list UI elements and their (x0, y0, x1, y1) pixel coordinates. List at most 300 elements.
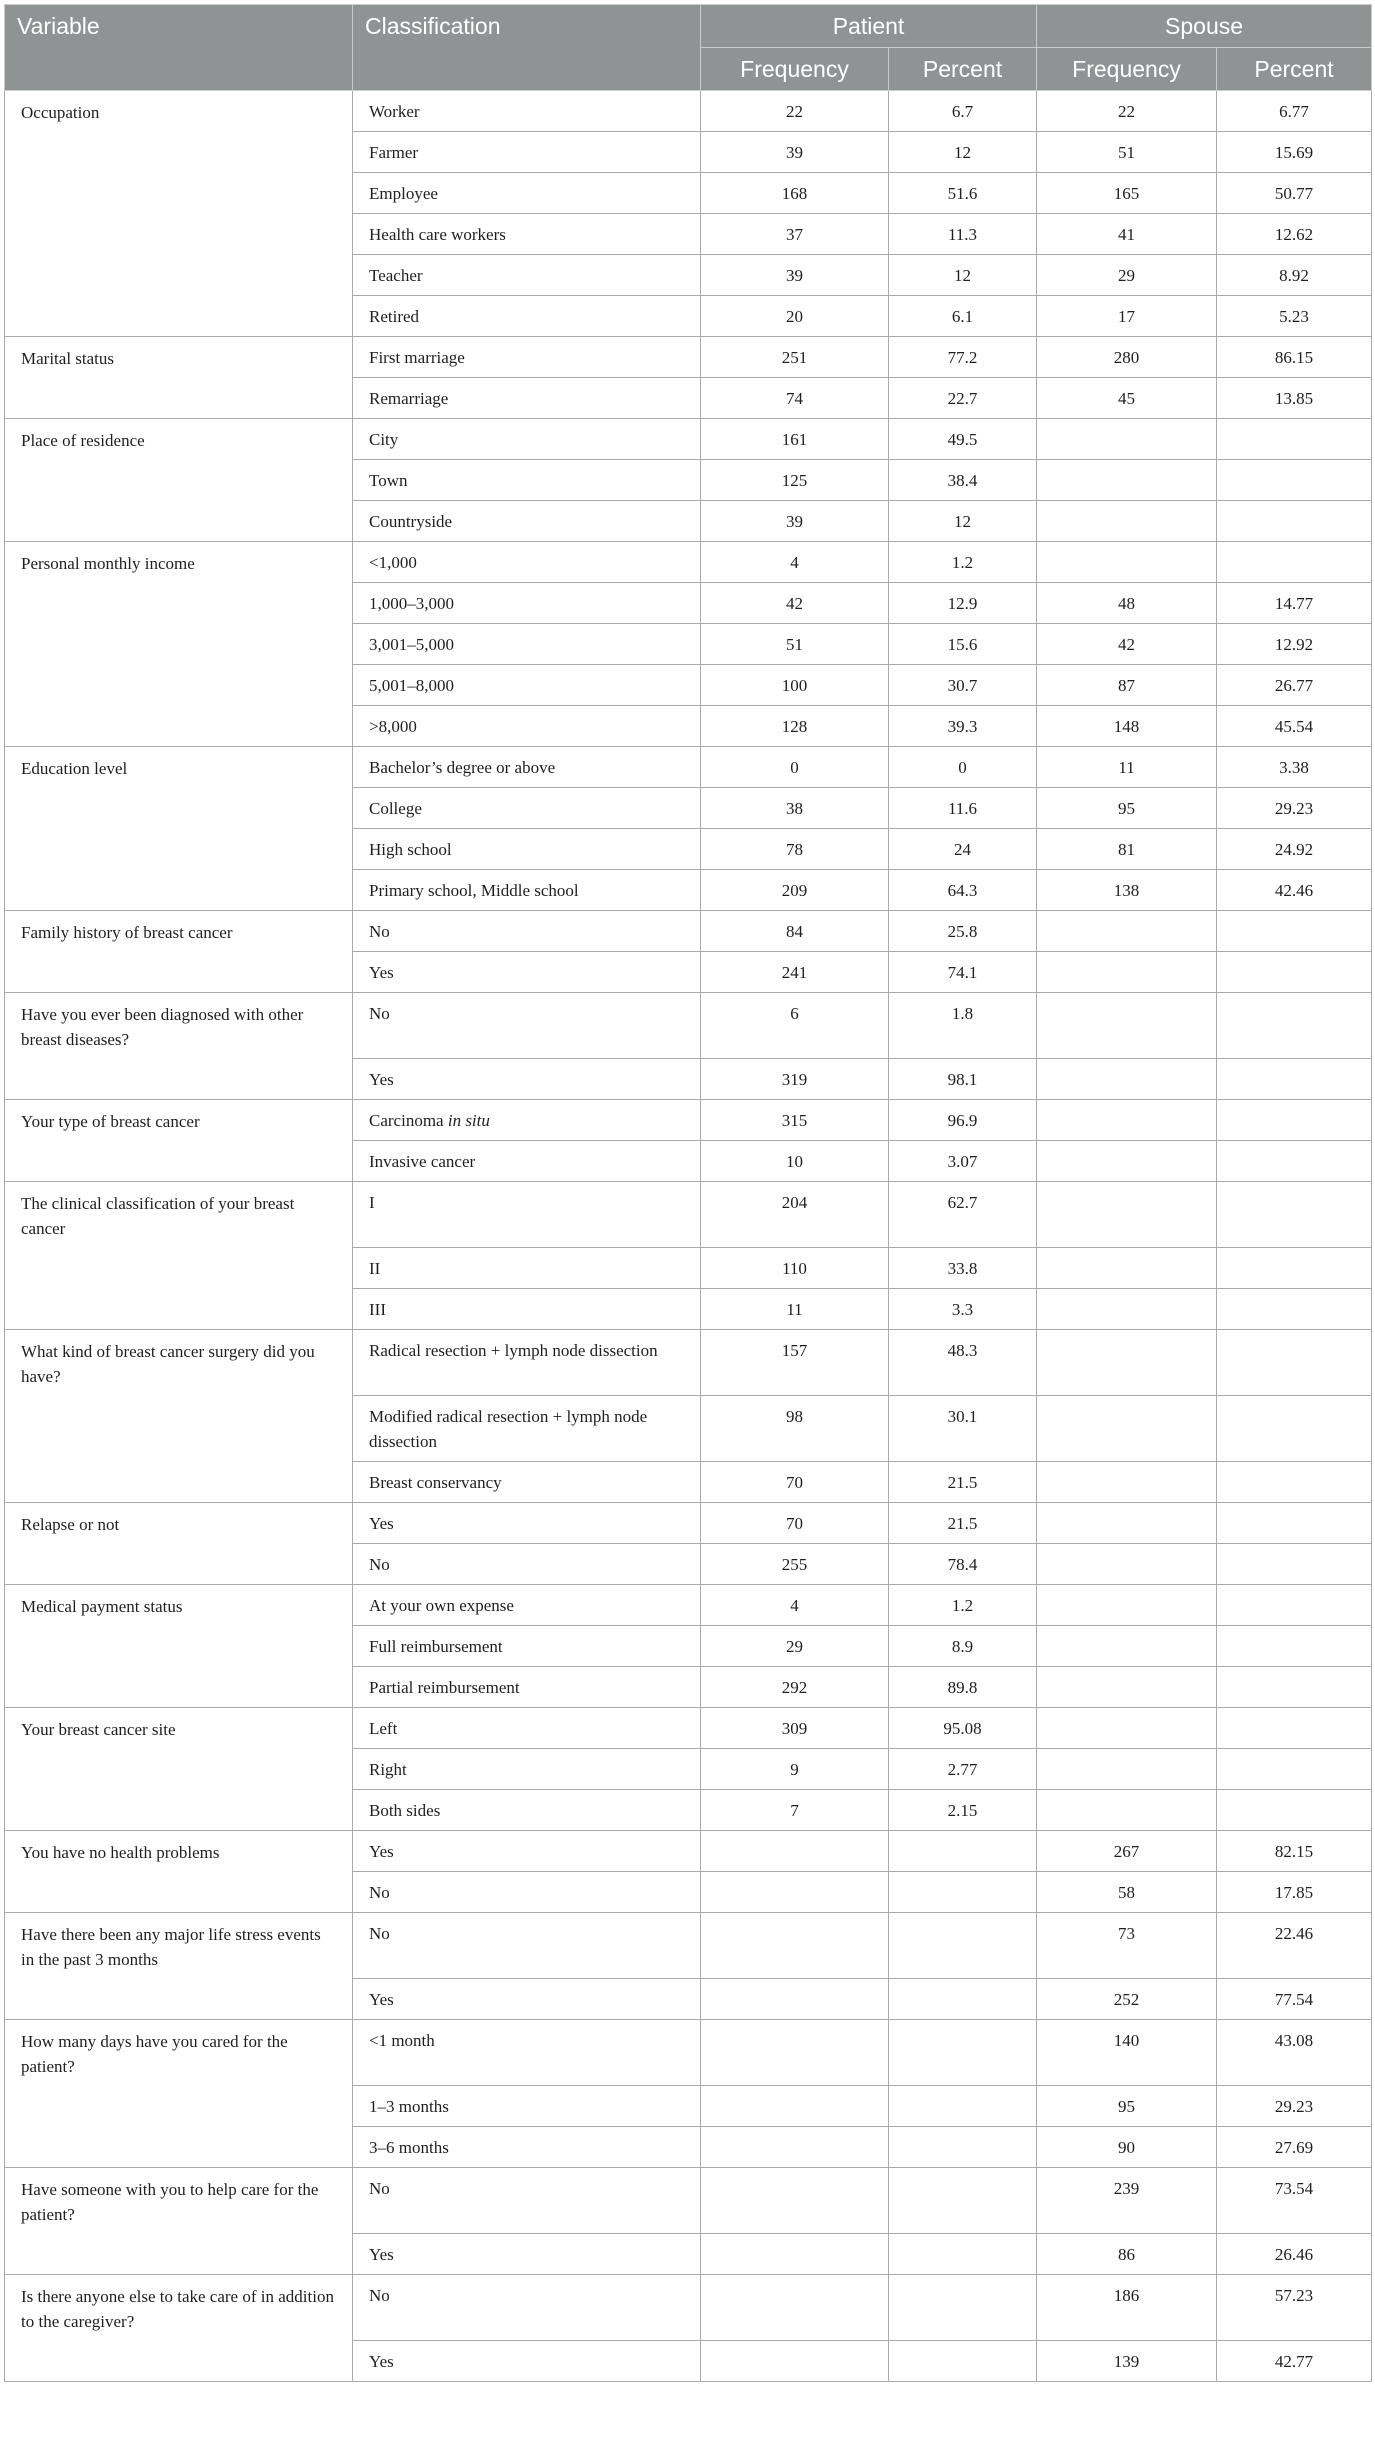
column-header-variable: Variable (5, 5, 353, 91)
column-group-patient: Patient (701, 5, 1037, 48)
spouse-percent-cell (1217, 1100, 1372, 1141)
spouse-frequency-cell: 87 (1037, 665, 1217, 706)
patient-frequency-cell: 0 (701, 747, 889, 788)
patient-percent-cell: 77.2 (889, 337, 1037, 378)
variable-cell: Relapse or not (5, 1503, 353, 1585)
classification-text: 3,001–5,000 (369, 635, 454, 654)
classification-italic-text: in situ (447, 1111, 490, 1130)
column-header-patient-percent: Percent (889, 48, 1037, 91)
spouse-frequency-cell: 239 (1037, 2168, 1217, 2234)
patient-percent-cell (889, 1979, 1037, 2020)
classification-text: Carcinoma (369, 1111, 448, 1130)
patient-frequency-cell: 98 (701, 1396, 889, 1462)
table-row (5, 337, 1372, 378)
spouse-percent-cell: 15.69 (1217, 132, 1372, 173)
patient-frequency-cell (701, 2234, 889, 2275)
classification-text: Bachelor’s degree or above (369, 758, 556, 777)
classification-text: Right (369, 1760, 407, 1779)
classification-cell (353, 993, 701, 1059)
column-header-spouse-frequency: Frequency (1037, 48, 1217, 91)
classification-text: Left (369, 1719, 398, 1738)
classification-cell (353, 1289, 701, 1330)
spouse-frequency-cell (1037, 952, 1217, 993)
classification-cell (353, 2275, 701, 2341)
variable-cell: Family history of breast cancer (5, 911, 353, 993)
classification-text: At your own expense (369, 1596, 514, 1615)
patient-frequency-cell: 74 (701, 378, 889, 419)
spouse-frequency-cell (1037, 1626, 1217, 1667)
patient-frequency-cell: 4 (701, 542, 889, 583)
classification-text: College (369, 799, 422, 818)
classification-text: >8,000 (369, 717, 417, 736)
patient-percent-cell: 96.9 (889, 1100, 1037, 1141)
spouse-frequency-cell: 42 (1037, 624, 1217, 665)
spouse-frequency-cell: 73 (1037, 1913, 1217, 1979)
classification-cell (353, 1503, 701, 1544)
patient-frequency-cell: 11 (701, 1289, 889, 1330)
table-header (5, 5, 1372, 91)
spouse-percent-cell: 26.46 (1217, 2234, 1372, 2275)
classification-text: Yes (369, 963, 394, 982)
patient-frequency-cell: 309 (701, 1708, 889, 1749)
classification-text: <1,000 (369, 553, 417, 572)
classification-cell (353, 829, 701, 870)
classification-cell (353, 1626, 701, 1667)
classification-cell (353, 1330, 701, 1396)
classification-cell (353, 2020, 701, 2086)
classification-text: Farmer (369, 143, 419, 162)
spouse-frequency-cell (1037, 542, 1217, 583)
patient-percent-cell (889, 1872, 1037, 1913)
patient-percent-cell: 22.7 (889, 378, 1037, 419)
spouse-percent-cell: 86.15 (1217, 337, 1372, 378)
table-row (5, 542, 1372, 583)
spouse-frequency-cell (1037, 419, 1217, 460)
spouse-frequency-cell (1037, 1585, 1217, 1626)
spouse-frequency-cell: 186 (1037, 2275, 1217, 2341)
spouse-frequency-cell (1037, 1248, 1217, 1289)
spouse-frequency-cell (1037, 911, 1217, 952)
classification-cell (353, 952, 701, 993)
spouse-percent-cell: 13.85 (1217, 378, 1372, 419)
classification-cell (353, 2127, 701, 2168)
table-row (5, 1585, 1372, 1626)
patient-percent-cell: 15.6 (889, 624, 1037, 665)
spouse-percent-cell (1217, 1626, 1372, 1667)
spouse-frequency-cell (1037, 501, 1217, 542)
classification-text: Full reimbursement (369, 1637, 503, 1656)
patient-frequency-cell: 251 (701, 337, 889, 378)
spouse-percent-cell (1217, 1182, 1372, 1248)
patient-percent-cell: 78.4 (889, 1544, 1037, 1585)
classification-text: Town (369, 471, 408, 490)
spouse-percent-cell: 5.23 (1217, 296, 1372, 337)
table-row (5, 419, 1372, 460)
patient-percent-cell: 21.5 (889, 1462, 1037, 1503)
classification-cell (353, 296, 701, 337)
variable-cell: Is there anyone else to take care of in addition to the caregiver? (5, 2275, 353, 2382)
patient-percent-cell (889, 2168, 1037, 2234)
spouse-percent-cell: 57.23 (1217, 2275, 1372, 2341)
patient-percent-cell (889, 2020, 1037, 2086)
variable-cell: Education level (5, 747, 353, 911)
table-row (5, 993, 1372, 1059)
classification-cell (353, 419, 701, 460)
classification-cell (353, 1544, 701, 1585)
classification-text: Retired (369, 307, 420, 326)
patient-frequency-cell: 20 (701, 296, 889, 337)
spouse-percent-cell (1217, 1141, 1372, 1182)
spouse-frequency-cell: 17 (1037, 296, 1217, 337)
spouse-percent-cell (1217, 1749, 1372, 1790)
classification-cell (353, 2234, 701, 2275)
variable-cell: Have you ever been diagnosed with other breast diseases? (5, 993, 353, 1100)
table-row (5, 91, 1372, 132)
spouse-percent-cell (1217, 1330, 1372, 1396)
classification-text: Radical resection + lymph node dissection (369, 1341, 658, 1360)
spouse-percent-cell: 43.08 (1217, 2020, 1372, 2086)
classification-cell (353, 173, 701, 214)
patient-percent-cell: 38.4 (889, 460, 1037, 501)
table-row (5, 747, 1372, 788)
classification-cell (353, 911, 701, 952)
table-body (5, 91, 1372, 2382)
spouse-percent-cell (1217, 542, 1372, 583)
classification-text: 3–6 months (369, 2138, 449, 2157)
classification-text: City (369, 430, 399, 449)
patient-frequency-cell: 241 (701, 952, 889, 993)
spouse-percent-cell: 6.77 (1217, 91, 1372, 132)
spouse-frequency-cell: 48 (1037, 583, 1217, 624)
patient-percent-cell: 48.3 (889, 1330, 1037, 1396)
spouse-frequency-cell (1037, 1544, 1217, 1585)
patient-percent-cell: 12 (889, 501, 1037, 542)
classification-cell (353, 1708, 701, 1749)
patient-percent-cell: 39.3 (889, 706, 1037, 747)
spouse-percent-cell: 24.92 (1217, 829, 1372, 870)
table-row (5, 1330, 1372, 1396)
patient-percent-cell: 51.6 (889, 173, 1037, 214)
patient-percent-cell (889, 2275, 1037, 2341)
patient-percent-cell: 98.1 (889, 1059, 1037, 1100)
spouse-frequency-cell: 45 (1037, 378, 1217, 419)
column-header-patient-frequency: Frequency (701, 48, 889, 91)
column-header-spouse-percent: Percent (1217, 48, 1372, 91)
patient-percent-cell: 11.6 (889, 788, 1037, 829)
classification-cell (353, 788, 701, 829)
spouse-percent-cell: 29.23 (1217, 788, 1372, 829)
variable-cell: Your breast cancer site (5, 1708, 353, 1831)
classification-cell (353, 1248, 701, 1289)
spouse-percent-cell: 17.85 (1217, 1872, 1372, 1913)
spouse-frequency-cell (1037, 1462, 1217, 1503)
table-row (5, 1503, 1372, 1544)
spouse-frequency-cell: 58 (1037, 1872, 1217, 1913)
spouse-frequency-cell: 267 (1037, 1831, 1217, 1872)
patient-percent-cell: 30.1 (889, 1396, 1037, 1462)
patient-frequency-cell: 255 (701, 1544, 889, 1585)
classification-cell (353, 1749, 701, 1790)
patient-frequency-cell: 6 (701, 993, 889, 1059)
classification-cell (353, 1462, 701, 1503)
table-row (5, 1100, 1372, 1141)
classification-text: Yes (369, 1842, 394, 1861)
variable-cell: Have there been any major life stress events in the past 3 months (5, 1913, 353, 2020)
spouse-percent-cell (1217, 952, 1372, 993)
spouse-percent-cell (1217, 460, 1372, 501)
classification-text: III (369, 1300, 386, 1319)
classification-text: No (369, 1883, 390, 1902)
spouse-frequency-cell: 165 (1037, 173, 1217, 214)
patient-frequency-cell: 100 (701, 665, 889, 706)
patient-frequency-cell: 4 (701, 1585, 889, 1626)
spouse-percent-cell: 82.15 (1217, 1831, 1372, 1872)
spouse-percent-cell: 8.92 (1217, 255, 1372, 296)
patient-percent-cell: 2.15 (889, 1790, 1037, 1831)
patient-frequency-cell: 10 (701, 1141, 889, 1182)
patient-frequency-cell (701, 2275, 889, 2341)
spouse-frequency-cell (1037, 1708, 1217, 1749)
spouse-frequency-cell: 95 (1037, 788, 1217, 829)
classification-text: Employee (369, 184, 438, 203)
classification-text: 1,000–3,000 (369, 594, 454, 613)
classification-text: Both sides (369, 1801, 441, 1820)
patient-frequency-cell: 70 (701, 1503, 889, 1544)
patient-frequency-cell: 292 (701, 1667, 889, 1708)
patient-percent-cell: 3.3 (889, 1289, 1037, 1330)
spouse-percent-cell: 29.23 (1217, 2086, 1372, 2127)
table-row (5, 2275, 1372, 2341)
spouse-frequency-cell: 95 (1037, 2086, 1217, 2127)
spouse-percent-cell: 3.38 (1217, 747, 1372, 788)
patient-frequency-cell: 128 (701, 706, 889, 747)
patient-frequency-cell (701, 1979, 889, 2020)
classification-cell (353, 460, 701, 501)
classification-text: Yes (369, 2352, 394, 2371)
classification-text: Countryside (369, 512, 453, 531)
spouse-frequency-cell: 280 (1037, 337, 1217, 378)
classification-text: No (369, 1004, 390, 1023)
spouse-percent-cell: 12.92 (1217, 624, 1372, 665)
variable-cell: Place of residence (5, 419, 353, 542)
classification-cell (353, 214, 701, 255)
classification-cell (353, 1667, 701, 1708)
classification-text: First marriage (369, 348, 465, 367)
classification-text: 1–3 months (369, 2097, 449, 2116)
spouse-percent-cell (1217, 1790, 1372, 1831)
spouse-frequency-cell: 90 (1037, 2127, 1217, 2168)
patient-percent-cell: 33.8 (889, 1248, 1037, 1289)
classification-cell (353, 1872, 701, 1913)
patient-frequency-cell (701, 2020, 889, 2086)
spouse-percent-cell: 73.54 (1217, 2168, 1372, 2234)
spouse-frequency-cell: 11 (1037, 747, 1217, 788)
spouse-frequency-cell (1037, 1141, 1217, 1182)
column-group-spouse: Spouse (1037, 5, 1372, 48)
spouse-frequency-cell: 29 (1037, 255, 1217, 296)
spouse-frequency-cell (1037, 1182, 1217, 1248)
spouse-percent-cell: 12.62 (1217, 214, 1372, 255)
patient-frequency-cell: 204 (701, 1182, 889, 1248)
spouse-frequency-cell (1037, 1289, 1217, 1330)
classification-text: Breast conservancy (369, 1473, 502, 1492)
table-row (5, 1831, 1372, 1872)
patient-percent-cell: 12 (889, 255, 1037, 296)
table-row (5, 1913, 1372, 1979)
spouse-frequency-cell (1037, 460, 1217, 501)
patient-percent-cell (889, 2086, 1037, 2127)
spouse-frequency-cell: 51 (1037, 132, 1217, 173)
patient-frequency-cell: 39 (701, 255, 889, 296)
patient-percent-cell (889, 1913, 1037, 1979)
spouse-percent-cell (1217, 1289, 1372, 1330)
classification-cell (353, 2086, 701, 2127)
classification-text: Primary school, Middle school (369, 881, 579, 900)
patient-percent-cell: 12.9 (889, 583, 1037, 624)
patient-percent-cell (889, 2127, 1037, 2168)
patient-frequency-cell: 125 (701, 460, 889, 501)
table-container (4, 4, 1371, 2382)
classification-cell (353, 337, 701, 378)
classification-cell (353, 665, 701, 706)
patient-percent-cell: 95.08 (889, 1708, 1037, 1749)
classification-text: No (369, 2286, 390, 2305)
spouse-percent-cell: 45.54 (1217, 706, 1372, 747)
spouse-frequency-cell: 41 (1037, 214, 1217, 255)
classification-cell (353, 1831, 701, 1872)
patient-frequency-cell (701, 2168, 889, 2234)
classification-text: Invasive cancer (369, 1152, 476, 1171)
patient-percent-cell: 30.7 (889, 665, 1037, 706)
classification-text: Modified radical resection + lymph node dissection (369, 1407, 648, 1451)
spouse-percent-cell: 50.77 (1217, 173, 1372, 214)
classification-cell (353, 542, 701, 583)
spouse-frequency-cell: 22 (1037, 91, 1217, 132)
variable-cell: What kind of breast cancer surgery did you have? (5, 1330, 353, 1503)
spouse-percent-cell (1217, 501, 1372, 542)
patient-percent-cell: 74.1 (889, 952, 1037, 993)
patient-percent-cell: 24 (889, 829, 1037, 870)
variable-cell: Medical payment status (5, 1585, 353, 1708)
spouse-frequency-cell: 81 (1037, 829, 1217, 870)
spouse-percent-cell: 14.77 (1217, 583, 1372, 624)
classification-text: No (369, 1924, 390, 1943)
spouse-percent-cell: 26.77 (1217, 665, 1372, 706)
variable-cell: The clinical classification of your breast cancer (5, 1182, 353, 1330)
classification-text: No (369, 1555, 390, 1574)
spouse-percent-cell: 42.77 (1217, 2341, 1372, 2382)
classification-cell (353, 2168, 701, 2234)
patient-frequency-cell (701, 2341, 889, 2382)
spouse-percent-cell (1217, 1503, 1372, 1544)
spouse-frequency-cell: 140 (1037, 2020, 1217, 2086)
patient-frequency-cell: 78 (701, 829, 889, 870)
patient-percent-cell: 11.3 (889, 214, 1037, 255)
classification-text: <1 month (369, 2031, 435, 2050)
variable-cell: You have no health problems (5, 1831, 353, 1913)
classification-cell (353, 870, 701, 911)
spouse-percent-cell (1217, 1248, 1372, 1289)
classification-cell (353, 1182, 701, 1248)
patient-percent-cell: 1.2 (889, 1585, 1037, 1626)
patient-frequency-cell: 39 (701, 132, 889, 173)
spouse-percent-cell (1217, 1059, 1372, 1100)
column-header-classification: Classification (353, 5, 701, 91)
spouse-frequency-cell (1037, 1749, 1217, 1790)
patient-percent-cell (889, 2234, 1037, 2275)
spouse-percent-cell (1217, 1708, 1372, 1749)
classification-text: Partial reimbursement (369, 1678, 520, 1697)
patient-frequency-cell: 22 (701, 91, 889, 132)
patient-frequency-cell: 319 (701, 1059, 889, 1100)
patient-frequency-cell (701, 2127, 889, 2168)
patient-frequency-cell: 84 (701, 911, 889, 952)
variable-cell: How many days have you cared for the patient? (5, 2020, 353, 2168)
patient-percent-cell: 49.5 (889, 419, 1037, 460)
spouse-frequency-cell (1037, 1503, 1217, 1544)
patient-frequency-cell (701, 1913, 889, 1979)
variable-cell: Occupation (5, 91, 353, 337)
patient-percent-cell: 62.7 (889, 1182, 1037, 1248)
patient-frequency-cell: 7 (701, 1790, 889, 1831)
patient-percent-cell: 0 (889, 747, 1037, 788)
table-row (5, 1708, 1372, 1749)
classification-cell (353, 1585, 701, 1626)
patient-percent-cell: 6.7 (889, 91, 1037, 132)
spouse-percent-cell (1217, 1667, 1372, 1708)
table-row (5, 911, 1372, 952)
spouse-percent-cell (1217, 993, 1372, 1059)
classification-cell (353, 1979, 701, 2020)
patient-frequency-cell: 51 (701, 624, 889, 665)
patient-frequency-cell: 168 (701, 173, 889, 214)
classification-text: Yes (369, 1070, 394, 1089)
patient-frequency-cell: 209 (701, 870, 889, 911)
spouse-frequency-cell (1037, 1667, 1217, 1708)
patient-frequency-cell: 70 (701, 1462, 889, 1503)
patient-frequency-cell: 157 (701, 1330, 889, 1396)
classification-text: No (369, 922, 390, 941)
patient-percent-cell: 21.5 (889, 1503, 1037, 1544)
patient-percent-cell: 1.8 (889, 993, 1037, 1059)
variable-cell: Personal monthly income (5, 542, 353, 747)
spouse-percent-cell (1217, 911, 1372, 952)
patient-percent-cell: 1.2 (889, 542, 1037, 583)
spouse-frequency-cell (1037, 1100, 1217, 1141)
classification-cell (353, 1141, 701, 1182)
classification-text: 5,001–8,000 (369, 676, 454, 695)
spouse-percent-cell (1217, 1585, 1372, 1626)
patient-frequency-cell: 37 (701, 214, 889, 255)
patient-percent-cell (889, 2341, 1037, 2382)
spouse-percent-cell: 77.54 (1217, 1979, 1372, 2020)
patient-frequency-cell: 39 (701, 501, 889, 542)
classification-cell (353, 1790, 701, 1831)
classification-text: High school (369, 840, 452, 859)
variable-cell: Your type of breast cancer (5, 1100, 353, 1182)
patient-frequency-cell: 42 (701, 583, 889, 624)
patient-frequency-cell (701, 1831, 889, 1872)
patient-frequency-cell (701, 1872, 889, 1913)
classification-cell (353, 747, 701, 788)
spouse-frequency-cell: 139 (1037, 2341, 1217, 2382)
classification-cell (353, 378, 701, 419)
patient-frequency-cell: 110 (701, 1248, 889, 1289)
spouse-frequency-cell: 138 (1037, 870, 1217, 911)
patient-percent-cell: 6.1 (889, 296, 1037, 337)
classification-cell (353, 91, 701, 132)
classification-text: Health care workers (369, 225, 506, 244)
